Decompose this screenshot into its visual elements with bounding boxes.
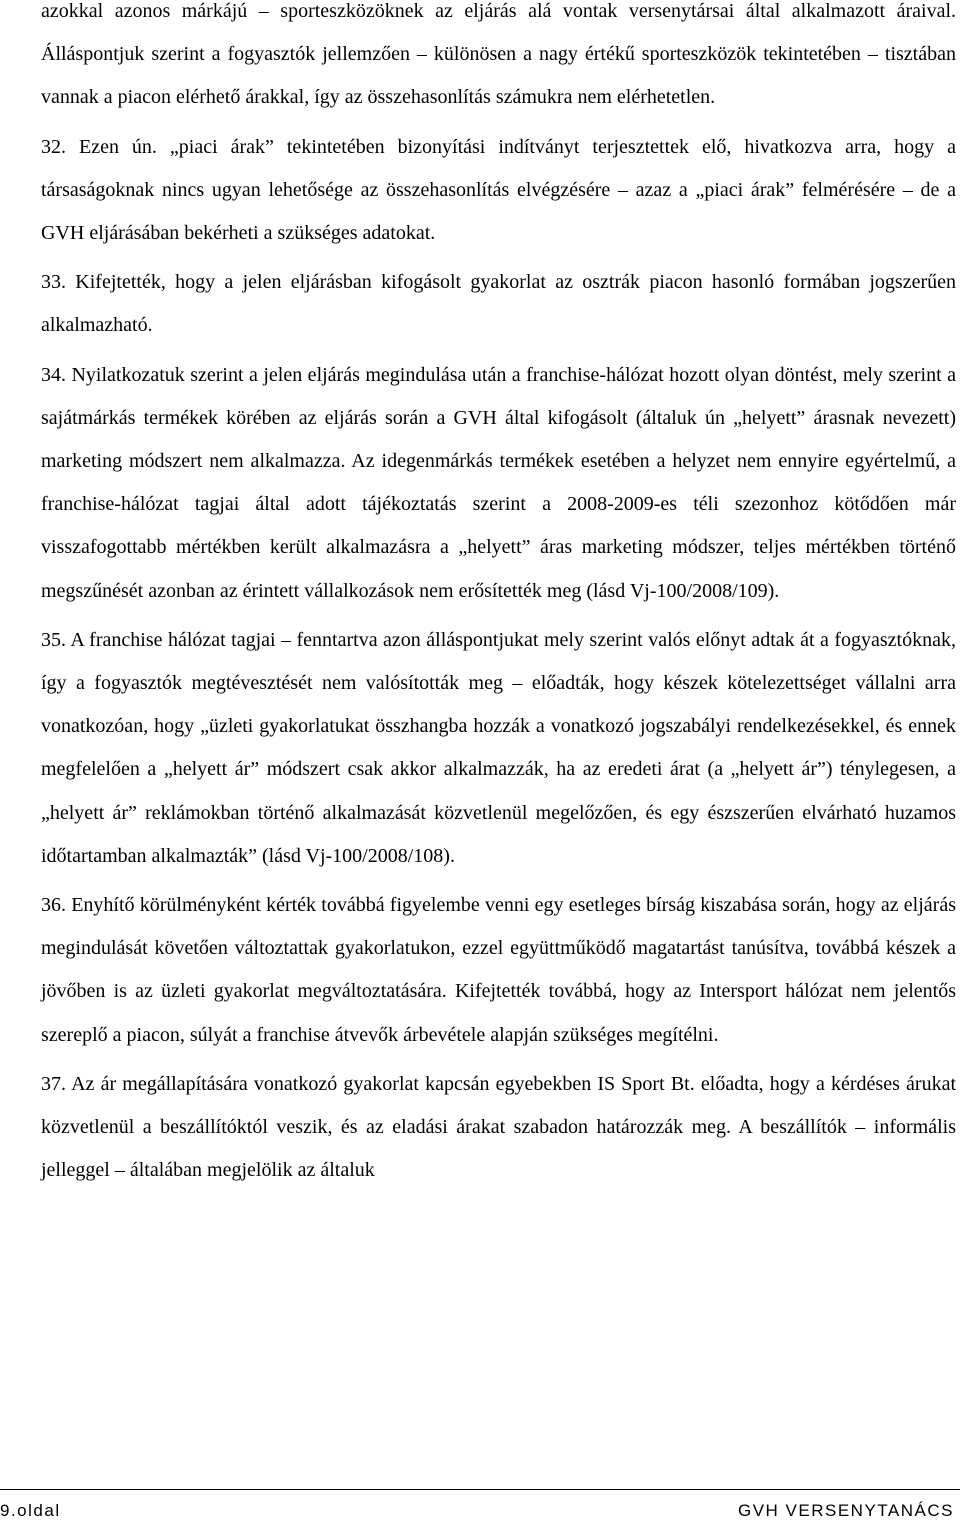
paragraph-text: Kifejtették, hogy a jelen eljárásban kifogásolt gyakorlat az osztrák piacon hasonló formában jogszerűen alkalmazható. [41,271,956,337]
footer-divider [0,1489,960,1490]
paragraph-34 [41,354,956,613]
paragraph-number: 35. [41,628,66,651]
paragraph-continuation [41,0,956,120]
paragraph-35 [41,619,956,878]
paragraph-text: Az ár megállapítására vonatkozó gyakorlat kapcsán egyebekben IS Sport Bt. előadta, hogy a kérdéses árukat közvetlenül a beszállítóktól veszik, és az eladási árakat szabadon határozzák meg. A beszállítók – informális jelleggel – általában megjelölik az általuk [41,1072,957,1182]
footer-page-number: 9.oldal [0,1501,61,1520]
paragraph-text: A franchise hálózat tagjai – fenntartva azon álláspontjukat mely szerint valós előnyt adtak át a fogyasztóknak, így a fogyasztók megtévesztését nem valósították meg – előadták, hogy készek kötelezettséget vállalni arra vonatkozóan, hogy „üzleti gyakorlatukat összhangba hozzák a vonatkozó jogszabályi rendelkezésekkel, és ennek megfelelően a „helyett ár” módszert csak akkor alkalmazzák, ha az eredeti árat (a „helyett ár”) ténylegesen, a „helyett ár” reklámokban történő alkalmazását közvetlenül megelőzően, és egy észszerűen elvárható huzamos időtartamban alkalmazták” (lásd Vj-100/2008/108). [41,628,956,867]
paragraph-text: Enyhítő körülményként kérték továbbá figyelembe venni egy esetleges bírság kiszabása során, hogy az eljárás megindulását követően változtattak gyakorlatukon, ezzel együttműködő magatartást tanúsítva, továbbá készek a jövőben is az üzleti gyakorlat megváltoztatására. Kifejtették továbbá, hogy az Intersport hálózat nem jelentős szereplő a piacon, súlyát a franchise átvevők árbevétele alapján szükséges megítélni. [41,894,956,1046]
paragraph-number: 37. [41,1072,66,1095]
paragraph-text: azokkal azonos márkájú – sporteszközöknek az eljárás alá vontak versenytársai által alkalmazott áraival. Álláspontjuk szerint a fogyasztók jellemzően – különösen a nagy értékű sporteszközök tekintetében – tisztában vannak a piacon elérhető árakkal, így az összehasonlítás számukra nem elérhetetlen. [41,0,956,109]
paragraph-text: Ezen ún. „piaci árak” tekintetében bizonyítási indítványt terjesztettek elő, hivatkozva arra, hogy a társaságoknak nincs ugyan lehetősége az összehasonlítás elvégzésére – azaz a „piaci árak” felmérésére – de a GVH eljárásában bekérheti a szükséges adatokat. [41,135,957,245]
footer-organization: GVH VERSENYTANÁCS [737,1501,954,1520]
paragraph-number: 36. [41,894,66,917]
paragraph-32 [41,126,956,256]
paragraph-33 [41,261,956,347]
paragraph-number: 34. [41,363,66,386]
paragraph-text: Nyilatkozatuk szerint a jelen eljárás megindulása után a franchise-hálózat hozott olyan döntést, mely szerint a sajátmárkás termékek körében az eljárás során a GVH által kifogásolt (általuk ún „helyett” árasnak nevezett) marketing módszert nem alkalmazza. Az idegenmárkás termékek esetében a helyzet nem ennyire egyértelmű, a franchise-hálózat tagjai által adott tájékoztatás szerint a 2008-2009-es téli szezonhoz kötődően már visszafogottabb mértékben került alkalmazásra a „helyett” áras marketing módszer, teljes mértékben történő megszűnését azonban az érintett vállalkozások nem erősítették meg (lásd Vj-100/2008/109). [41,363,956,602]
paragraph-36 [41,884,956,1057]
paragraph-number: 32. [41,135,66,158]
document-body [41,0,956,1192]
paragraph-37 [41,1063,956,1193]
paragraph-number: 33. [41,271,66,294]
